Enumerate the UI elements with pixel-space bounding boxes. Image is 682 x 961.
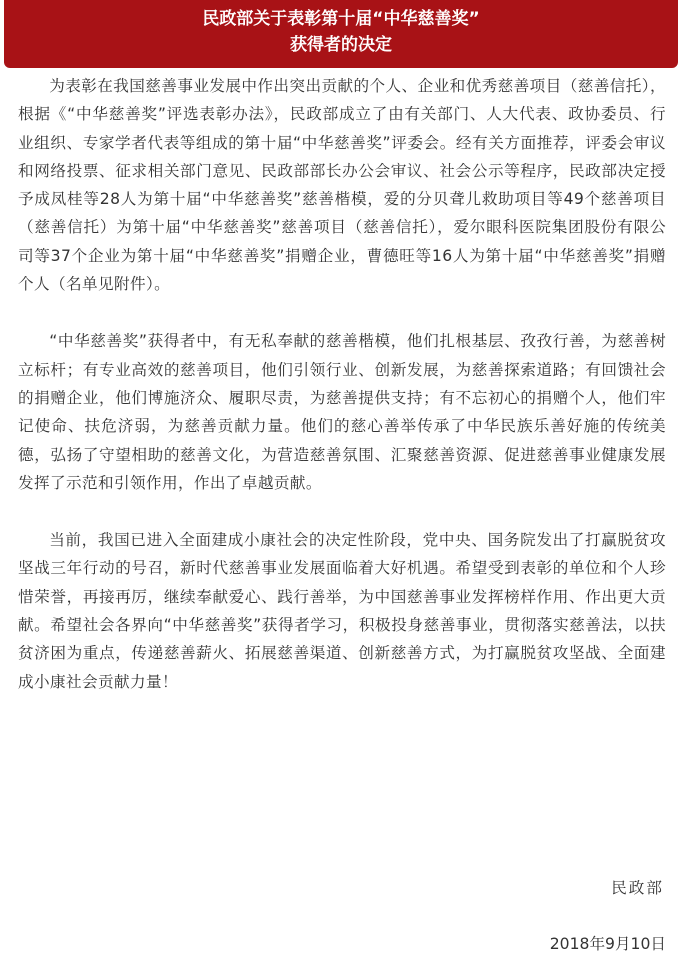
issue-date: 2018年9月10日 <box>549 935 666 953</box>
paragraph-recipients: “中华慈善奖”获得者中，有无私奉献的慈善楷模，他们扎根基层、孜孜行善，为慈善树立标杆；有专业高效的慈善项目，他们引领行业、创新发展，为慈善探索道路；有回馈社会的捐赠企业，他们博施济众、履职尽责，为慈善提供支持；有不忘初心的捐赠个人，他们牢记使命、扶危济弱，为慈善贡献力量。他们的慈心善举传承了中华民族乐善好施的传统美德，弘扬了守望相助的慈善文化，为营造慈善氛围、汇聚慈善资源、促进慈善事业健康发展发挥了示范和引领作用，作出了卓越贡献。 <box>18 332 666 492</box>
issuer-signature: 民政部 <box>611 879 664 897</box>
paragraph-intro: 为表彰在我国慈善事业发展中作出突出贡献的个人、企业和优秀慈善项目（慈善信托），根据《“中华慈善奖”评选表彰办法》，民政部成立了由有关部门、人大代表、政协委员、行业组织、专家学者代表等组成的第十届“中华慈善奖”评委会。经有关方面推荐，评委会审议和网络投票、征求相关部门意见、民政部部长办公会审议、社会公示等程序，民政部决定授予成凤桂等28人为第十届“中华慈善奖”慈善楷模，爱的分贝聋儿救助项目等49个慈善项目（慈善信托）为第十届“中华慈善奖”慈善项目（慈善信托），爱尔眼科医院集团股份有限公司等37个企业为第十届“中华慈善奖”捐赠企业，曹德旺等16人为第十届“中华慈善奖”捐赠个人（名单见附件）。 <box>18 77 666 294</box>
document-title-line1: 民政部关于表彰第十届“中华慈善奖” <box>202 9 480 29</box>
document-body <box>18 72 666 696</box>
title-banner <box>4 0 678 68</box>
paragraph-outlook: 当前，我国已进入全面建成小康社会的决定性阶段，党中央、国务院发出了打赢脱贫攻坚战三年行动的号召，新时代慈善事业发展面临着大好机遇。希望受到表彰的单位和个人珍惜荣誉，再接再厉，继续奉献爱心、践行善举，为中国慈善事业发挥榜样作用、作出更大贡献。希望社会各界向“中华慈善奖”获得者学习，积极投身慈善事业，贯彻落实慈善法，以扶贫济困为重点，传递慈善薪火、拓展慈善渠道、创新慈善方式，为打赢脱贫攻坚战、全面建成小康社会贡献力量！ <box>18 531 666 691</box>
document-title-line2: 获得者的决定 <box>290 35 392 55</box>
